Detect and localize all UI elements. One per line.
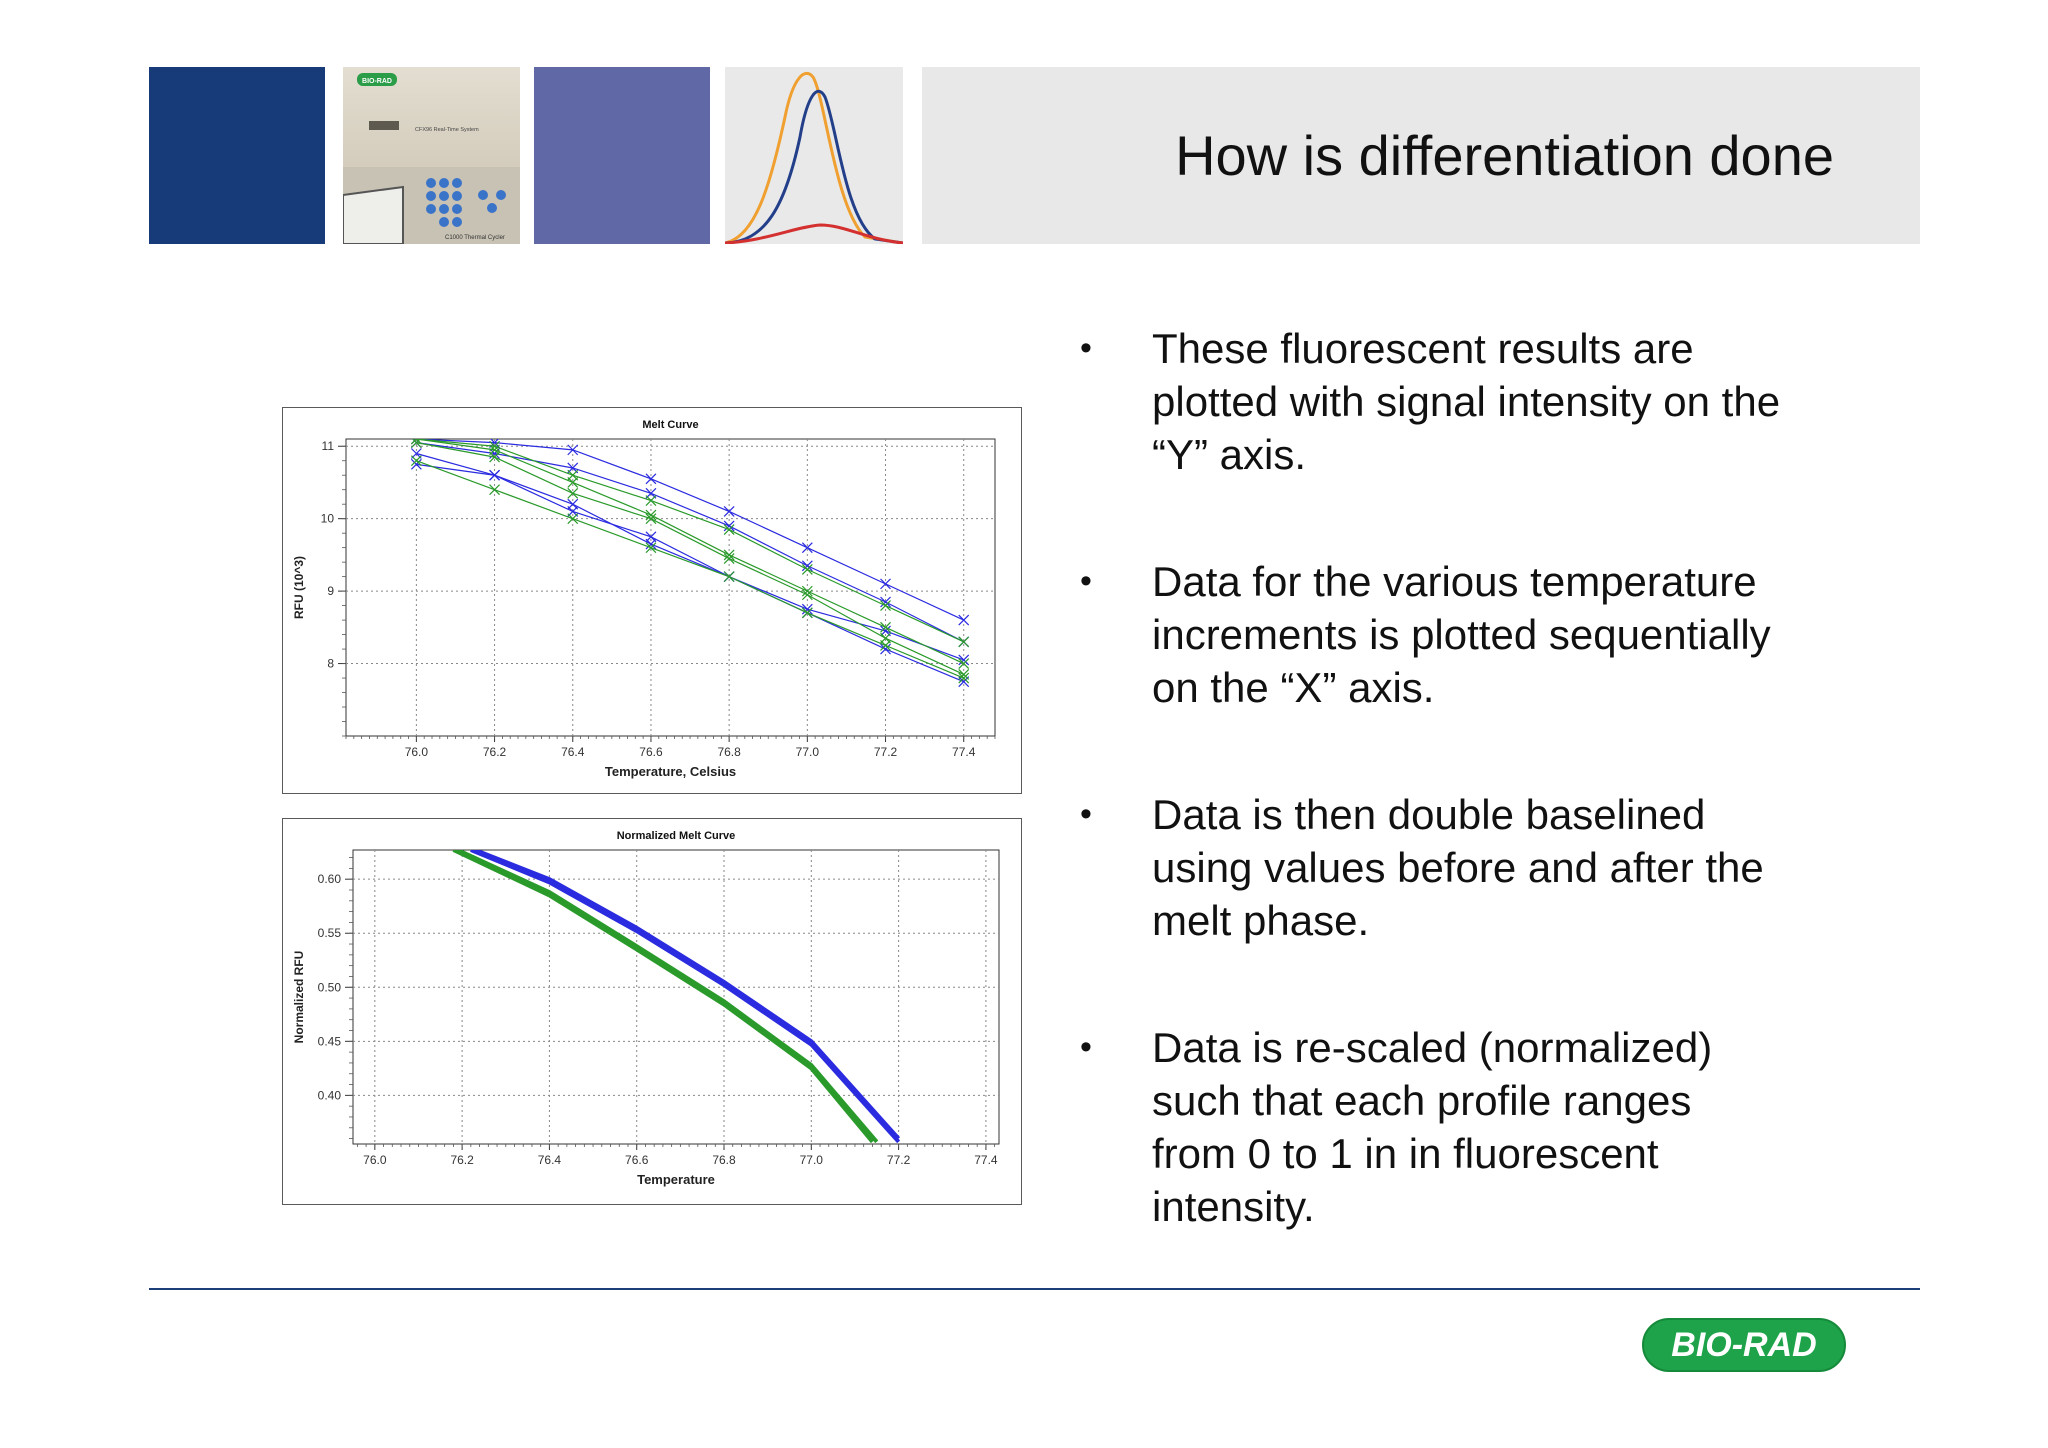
x-tick-label: 77.4 — [974, 1153, 998, 1167]
plot-area — [346, 439, 995, 736]
x-tick-label: 76.0 — [363, 1153, 387, 1167]
photo-base-label: C1000 Thermal Cycler — [445, 235, 505, 241]
header-navy-tile — [149, 67, 325, 244]
bullet-line: Data is then double baselined — [1152, 791, 1706, 838]
y-axis-label: RFU (10^3) — [292, 555, 306, 620]
bullet-line: “Y” axis. — [1152, 431, 1307, 478]
bio-rad-logo-svg — [1641, 1317, 1847, 1373]
x-tick-label: 77.0 — [799, 1153, 823, 1167]
y-tick-label: 11 — [321, 439, 334, 454]
plot-area — [353, 850, 999, 1144]
bullet-line: These fluorescent results are — [1152, 325, 1694, 372]
bullet-line: from 0 to 1 in in fluorescent — [1152, 1130, 1659, 1177]
chart-title: Melt Curve — [642, 419, 699, 431]
bullet-dot: • — [1080, 1028, 1092, 1066]
bullet-line: Data for the various temperature — [1152, 558, 1757, 605]
x-tick-label: 76.4 — [537, 1153, 562, 1167]
header-purple-tile — [534, 67, 710, 244]
normalized-melt-curve-svg — [283, 819, 1021, 1204]
x-tick-label: 76.6 — [639, 745, 663, 759]
y-axis-label: Normalized RFU — [292, 950, 306, 1044]
page-title: How is differentiation done — [1175, 124, 1834, 187]
bullet-line: using values before and after the — [1152, 844, 1764, 891]
photo-brand-label: BIO-RAD — [362, 78, 392, 85]
x-tick-label: 76.6 — [625, 1153, 649, 1167]
normalized-melt-curve-chart — [282, 818, 1022, 1205]
x-axis-label: Temperature, Celsius — [604, 764, 737, 779]
bullet-line: such that each profile ranges — [1152, 1077, 1692, 1124]
x-tick-label: 76.8 — [712, 1153, 736, 1167]
bullet-line: intensity. — [1152, 1183, 1315, 1230]
x-tick-label: 76.2 — [450, 1153, 474, 1167]
x-axis-label: Temperature — [637, 1172, 715, 1187]
bullet-line: plotted with signal intensity on the — [1152, 378, 1781, 425]
y-tick-label: 0.40 — [317, 1088, 341, 1103]
y-tick-label: 9 — [327, 584, 334, 599]
melt-curve-chart — [282, 407, 1022, 794]
bullet-item — [1080, 555, 1860, 714]
bullet-line: increments is plotted sequentially — [1152, 611, 1771, 658]
y-tick-label: 0.45 — [317, 1034, 341, 1049]
x-tick-label: 77.4 — [952, 745, 976, 759]
x-tick-label: 76.2 — [482, 745, 507, 759]
photo-model-label: CFX96 Real-Time System — [415, 127, 479, 133]
y-tick-label: 8 — [327, 656, 334, 671]
bullet-line: on the “X” axis. — [1152, 664, 1435, 711]
x-tick-label: 77.0 — [795, 745, 820, 759]
bullet-line: Data is re-scaled (normalized) — [1152, 1024, 1713, 1071]
bullet-item — [1080, 322, 1860, 481]
curve-illustration — [725, 67, 903, 244]
instrument-photo — [343, 67, 520, 244]
y-tick-label: 10 — [320, 511, 334, 526]
footer-rule — [149, 1288, 1920, 1290]
chart-title: Normalized Melt Curve — [616, 830, 736, 842]
melt-curve-svg — [283, 408, 1021, 793]
x-tick-label: 76.8 — [717, 745, 741, 759]
y-tick-label: 0.55 — [317, 926, 341, 941]
curve-thumbnail — [725, 67, 903, 244]
instrument-illustration — [343, 67, 520, 244]
bullet-dot: • — [1080, 562, 1092, 600]
y-tick-label: 0.60 — [317, 872, 341, 887]
bullet-dot: • — [1080, 795, 1092, 833]
y-tick-label: 0.50 — [317, 980, 341, 995]
bullet-line: melt phase. — [1152, 897, 1370, 944]
x-tick-label: 77.2 — [886, 1153, 911, 1167]
header-bar — [149, 67, 1920, 244]
bio-rad-logo — [1641, 1317, 1847, 1373]
bullet-list — [1080, 322, 1860, 1233]
x-tick-label: 76.4 — [561, 745, 585, 759]
title-box — [922, 67, 1920, 244]
x-tick-label: 76.0 — [404, 745, 429, 759]
logo-text: BIO-RAD — [1671, 1326, 1817, 1364]
bullet-item — [1080, 788, 1860, 947]
bullet-dot: • — [1080, 329, 1092, 367]
x-tick-label: 77.2 — [873, 745, 898, 759]
bullet-item — [1080, 1021, 1860, 1233]
